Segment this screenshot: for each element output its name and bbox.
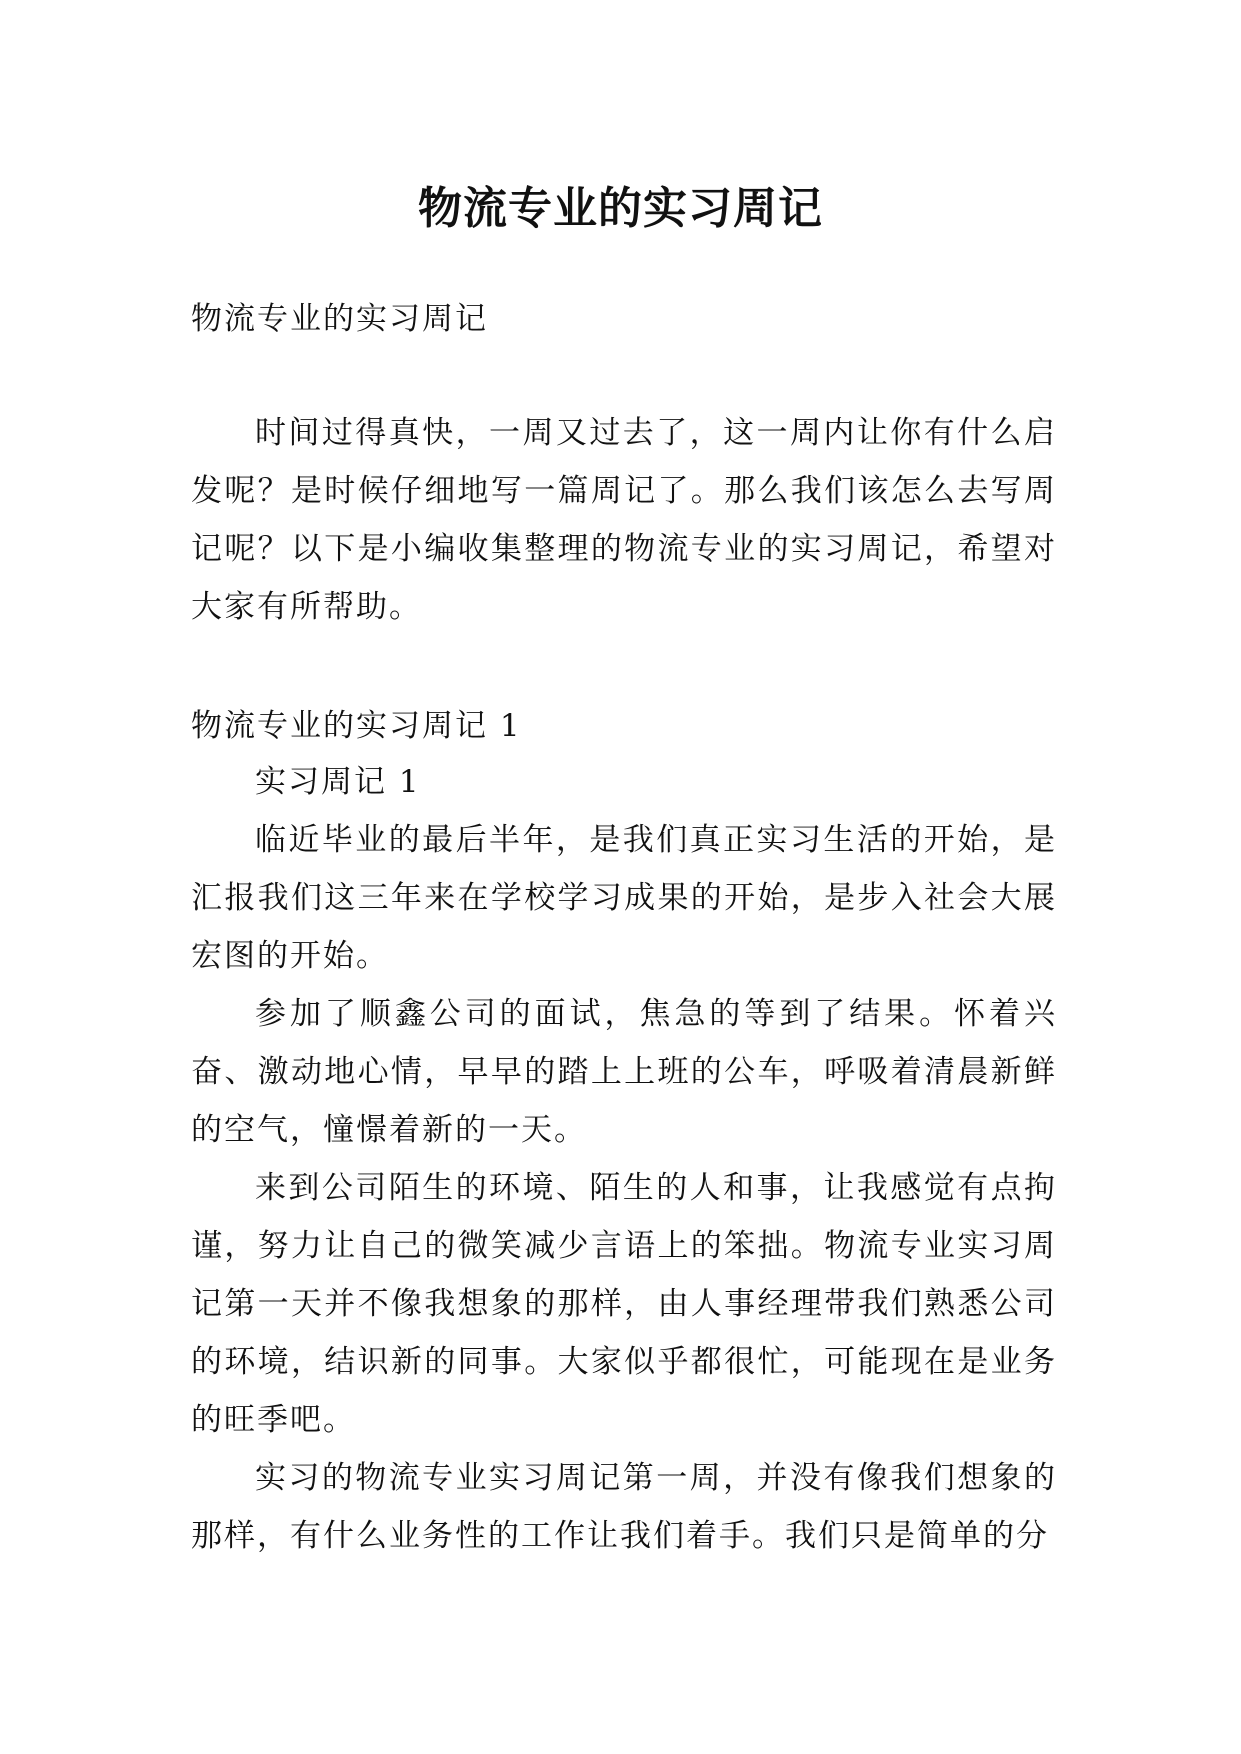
intro-block: [191, 404, 1057, 636]
intro-paragraph: 时间过得真快，一周又过去了，这一周内让你有什么启发呢？是时候仔细地写一篇周记了。那么我们该怎么去写周记呢？以下是小编收集整理的物流专业的实习周记，希望对大家有所帮助。: [191, 415, 1057, 625]
body-paragraph: 参加了顺鑫公司的面试，焦急的等到了结果。怀着兴奋、激动地心情，早早的踏上上班的公车，呼吸着清晨新鲜的空气，憧憬着新的一天。: [191, 996, 1057, 1148]
body-paragraph: 临近毕业的最后半年，是我们真正实习生活的开始，是汇报我们这三年来在学校学习成果的开始，是步入社会大展宏图的开始。: [191, 822, 1057, 974]
journal-entry: [191, 753, 1057, 1565]
section-heading: 物流专业的实习周记 1: [191, 708, 522, 744]
document-title: 物流专业的实习周记: [418, 183, 823, 235]
entry-title: 实习周记 1: [255, 764, 421, 800]
body-paragraph: 来到公司陌生的环境、陌生的人和事，让我感觉有点拘谨，努力让自己的微笑减少言语上的笨拙。物流专业实习周记第一天并不像我想象的那样，由人事经理带我们熟悉公司的环境，结识新的同事。大家似乎都很忙，可能现在是业务的旺季吧。: [191, 1170, 1057, 1438]
body-paragraph: 实习的物流专业实习周记第一周，并没有像我们想象的那样，有什么业务性的工作让我们着手。我们只是简单的分: [191, 1460, 1057, 1554]
document-subtitle: 物流专业的实习周记: [191, 301, 488, 337]
